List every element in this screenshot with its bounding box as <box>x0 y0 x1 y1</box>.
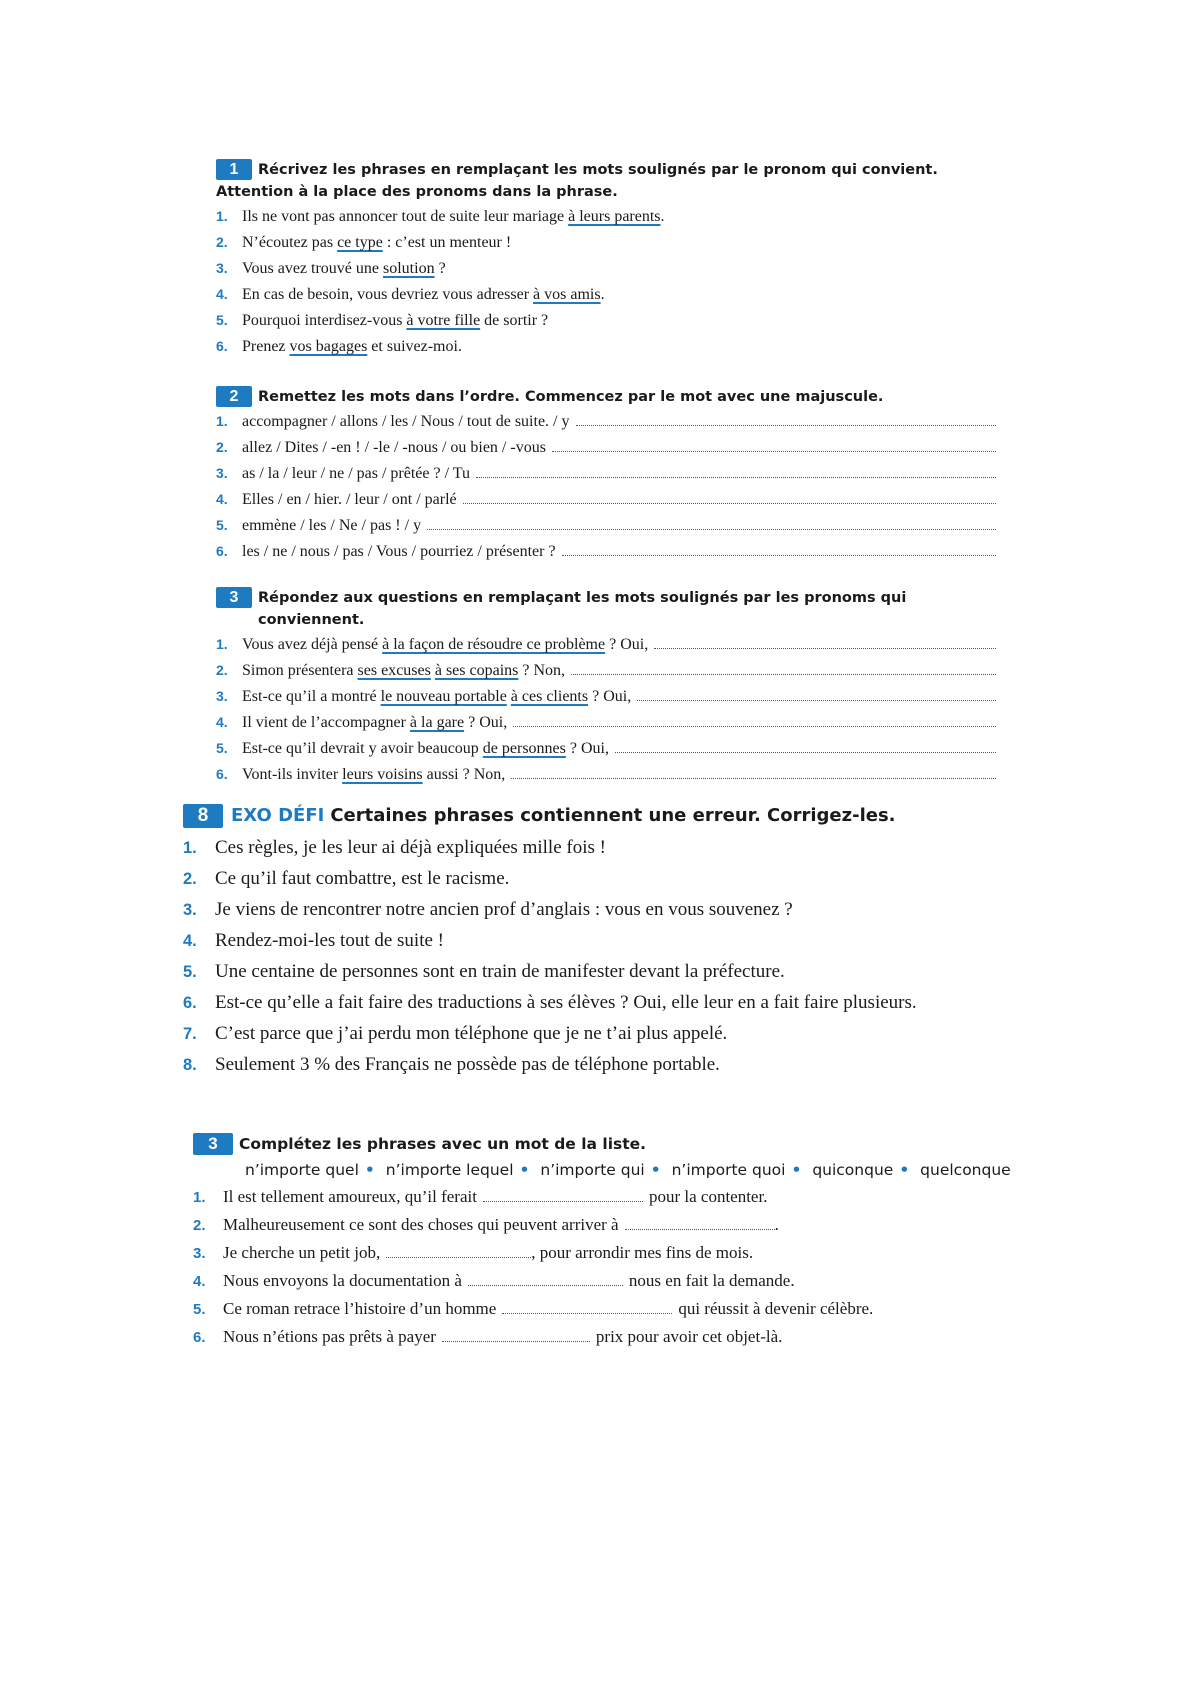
list-item <box>216 517 996 543</box>
list-item <box>216 286 996 312</box>
item-text: Je viens de rencontrer notre ancien prof d’anglais : vous en vous souvenez ? <box>215 899 793 920</box>
exercise-header <box>193 1133 1013 1155</box>
item-number: 6. <box>216 543 228 559</box>
underlined-words: à votre fille <box>406 312 481 329</box>
item-text: Il est tellement amoureux, qu’il ferait pour la contenter. <box>223 1187 768 1206</box>
item-text: En cas de besoin, vous devriez vous adresser à vos amis. <box>242 286 605 303</box>
exercise-items <box>216 413 996 569</box>
item-text: les / ne / nous / pas / Vous / pourriez / présenter ? <box>242 543 556 560</box>
answer-line[interactable] <box>476 477 996 478</box>
underlined-words: ce type <box>337 234 383 251</box>
exercise-3-pronouns <box>216 587 996 792</box>
exercise-8-exo-defi <box>183 804 1023 1085</box>
list-item <box>216 491 996 517</box>
item-number: 4. <box>216 714 228 730</box>
answer-line[interactable] <box>654 648 996 649</box>
list-item <box>216 662 996 688</box>
item-text: Une centaine de personnes sont en train de manifester devant la préfecture. <box>215 961 785 982</box>
item-text: Vous avez trouvé une solution ? <box>242 260 446 277</box>
list-item <box>183 961 1023 992</box>
exercise-items <box>216 636 996 792</box>
blank-gap[interactable] <box>386 1245 531 1258</box>
exercise-items <box>216 208 996 364</box>
item-text: C’est parce que j’ai perdu mon téléphone que je ne t’ai plus appelé. <box>215 1023 728 1044</box>
exercise-instruction: EXO DÉFI Certaines phrases contiennent une erreur. Corrigez-les. <box>231 805 896 826</box>
underlined-words: à la façon de résoudre ce problème <box>382 636 606 653</box>
item-number: 3. <box>216 688 228 704</box>
exercise-instruction: Complétez les phrases avec un mot de la liste. <box>239 1135 647 1153</box>
list-item <box>193 1271 1013 1299</box>
item-number: 1. <box>216 636 228 652</box>
list-item <box>183 992 1023 1023</box>
item-text: allez / Dites / -en ! / -le / -nous / ou bien / -vous <box>242 439 546 456</box>
word-option: quelconque <box>920 1161 1011 1179</box>
item-number: 5. <box>216 740 228 756</box>
item-number: 1. <box>183 839 197 857</box>
item-number: 4. <box>216 491 228 507</box>
item-number: 1. <box>216 413 228 429</box>
underlined-words: à ses copains <box>434 662 519 679</box>
instruction-line-1: Récrivez les phrases en remplaçant les mots soulignés par le pronom qui convient. <box>258 162 938 178</box>
answer-line[interactable] <box>511 778 996 779</box>
answer-line[interactable] <box>513 726 996 727</box>
item-text: emmène / les / Ne / pas ! / y <box>242 517 422 534</box>
item-text: Pourquoi interdisez-vous à votre fille de sortir ? <box>242 312 549 329</box>
underlined-words: vos bagages <box>289 338 368 355</box>
bullet-icon: • <box>791 1161 802 1179</box>
underlined-words: à leurs parents <box>568 208 661 225</box>
item-number: 2. <box>216 234 228 250</box>
answer-line[interactable] <box>463 503 996 504</box>
list-item <box>216 766 996 792</box>
list-item <box>216 312 996 338</box>
item-number: 2. <box>183 870 197 888</box>
item-text: Nous n’étions pas prêts à payer prix pour avoir cet objet-là. <box>223 1327 783 1346</box>
bullet-icon: • <box>899 1161 910 1179</box>
word-option: n’importe quel <box>245 1161 359 1179</box>
item-number: 8. <box>183 1056 197 1074</box>
item-text: accompagner / allons / les / Nous / tout de suite. / y <box>242 413 570 430</box>
exercise-2 <box>216 386 996 569</box>
list-item <box>183 1054 1023 1085</box>
bullet-icon: • <box>650 1161 661 1179</box>
item-number: 1. <box>193 1189 206 1206</box>
item-text: as / la / leur / ne / pas / prêtée ? / Tu <box>242 465 470 482</box>
item-text: Ils ne vont pas annoncer tout de suite leur mariage à leurs parents. <box>242 208 665 225</box>
item-text: Elles / en / hier. / leur / ont / parlé <box>242 491 457 508</box>
exercise-3-complete <box>193 1133 1013 1355</box>
word-list <box>245 1161 1013 1179</box>
exo-defi-tag: EXO DÉFI <box>231 805 325 826</box>
item-number: 6. <box>216 766 228 782</box>
item-number: 6. <box>216 338 228 354</box>
item-text: Rendez-moi-les tout de suite ! <box>215 930 444 951</box>
item-text: Ces règles, je les leur ai déjà expliquées mille fois ! <box>215 837 606 858</box>
item-number: 1. <box>216 208 228 224</box>
exercise-header <box>216 159 996 181</box>
list-item <box>183 837 1023 868</box>
exercise-instruction <box>258 159 938 181</box>
underlined-words: de personnes <box>482 740 566 757</box>
underlined-words: le nouveau portable <box>380 688 507 705</box>
answer-line[interactable] <box>637 700 996 701</box>
list-item <box>216 234 996 260</box>
item-text: Vont-ils inviter leurs voisins aussi ? Non, <box>242 766 506 783</box>
list-item <box>216 740 996 766</box>
item-text: Est-ce qu’elle a fait faire des traductions à ses élèves ? Oui, elle leur en a fait faire plusieurs. <box>215 992 917 1013</box>
item-text: Vous avez déjà pensé à la façon de résoudre ce problème ? Oui, <box>242 636 649 653</box>
answer-line[interactable] <box>562 555 996 556</box>
item-number: 3. <box>183 901 197 919</box>
blank-gap[interactable] <box>483 1189 643 1202</box>
underlined-words: ses excuses <box>357 662 431 679</box>
word-option: n’importe quoi <box>671 1161 786 1179</box>
blank-gap[interactable] <box>468 1273 623 1286</box>
item-text: Il vient de l’accompagner à la gare ? Oui, <box>242 714 508 731</box>
list-item <box>193 1187 1013 1215</box>
exercise-1 <box>216 159 996 364</box>
list-item <box>183 868 1023 899</box>
item-number: 6. <box>193 1329 206 1346</box>
list-item <box>193 1243 1013 1271</box>
word-option: n’importe lequel <box>385 1161 514 1179</box>
underlined-words: solution <box>383 260 435 277</box>
item-number: 5. <box>193 1301 206 1318</box>
answer-line[interactable] <box>571 674 996 675</box>
list-item <box>193 1327 1013 1355</box>
item-text: Je cherche un petit job, , pour arrondir mes fins de mois. <box>223 1243 754 1262</box>
exercise-instruction: Remettez les mots dans l’ordre. Commencez par le mot avec une majuscule. <box>258 389 884 405</box>
item-number: 7. <box>183 1025 197 1043</box>
list-item <box>216 208 996 234</box>
word-option: quiconque <box>812 1161 894 1179</box>
blank-gap[interactable] <box>442 1329 590 1342</box>
exercise-items <box>193 1187 1013 1355</box>
blank-gap[interactable] <box>502 1301 672 1314</box>
item-number: 5. <box>183 963 197 981</box>
item-text: Ce qu’il faut combattre, est le racisme. <box>215 868 510 889</box>
list-item <box>216 338 996 364</box>
exercise-number-badge: 3 <box>193 1133 233 1155</box>
list-item <box>216 714 996 740</box>
instruction-line-2: Attention à la place des pronoms dans la phrase. <box>216 184 618 200</box>
item-text: N’écoutez pas ce type : c’est un menteur ! <box>242 234 512 251</box>
item-number: 3. <box>216 260 228 276</box>
answer-line[interactable] <box>615 752 996 753</box>
list-item <box>216 439 996 465</box>
item-number: 2. <box>216 662 228 678</box>
bullet-icon: • <box>519 1161 530 1179</box>
list-item <box>183 899 1023 930</box>
item-text: Malheureusement ce sont des choses qui peuvent arriver à . <box>223 1215 779 1234</box>
item-number: 2. <box>216 439 228 455</box>
underlined-words: à vos amis <box>533 286 601 303</box>
item-number: 4. <box>193 1273 206 1290</box>
item-text: Nous envoyons la documentation à nous en fait la demande. <box>223 1271 795 1290</box>
bullet-icon: • <box>364 1161 375 1179</box>
item-number: 3. <box>216 465 228 481</box>
exercise-header <box>216 587 996 631</box>
item-text: Simon présentera ses excuses à ses copains ? Non, <box>242 662 566 679</box>
item-number: 3. <box>193 1245 206 1262</box>
exercise-header <box>216 386 996 408</box>
list-item <box>216 413 996 439</box>
item-text: Prenez vos bagages et suivez-moi. <box>242 338 462 355</box>
answer-line[interactable] <box>427 529 996 530</box>
item-text: Seulement 3 % des Français ne possède pas de téléphone portable. <box>215 1054 720 1075</box>
underlined-words: leurs voisins <box>342 766 423 783</box>
item-number: 5. <box>216 312 228 328</box>
list-item <box>193 1299 1013 1327</box>
list-item <box>216 688 996 714</box>
item-text: Ce roman retrace l’histoire d’un homme qui réussit à devenir célèbre. <box>223 1299 874 1318</box>
list-item <box>216 636 996 662</box>
underlined-words: à ces clients <box>510 688 589 705</box>
list-item <box>183 930 1023 961</box>
item-number: 5. <box>216 517 228 533</box>
exercise-header <box>183 804 1023 828</box>
exercise-items <box>183 837 1023 1085</box>
item-number: 2. <box>193 1217 206 1234</box>
exercise-number-badge: 2 <box>216 386 252 407</box>
exercise-number-badge: 3 <box>216 587 252 608</box>
answer-line[interactable] <box>552 451 996 452</box>
list-item <box>216 260 996 286</box>
exercise-instruction: Répondez aux questions en remplaçant les mots soulignés par les pronoms qui conviennent. <box>258 590 907 628</box>
exercise-number-badge: 8 <box>183 804 223 828</box>
word-option: n’importe qui <box>540 1161 645 1179</box>
item-number: 4. <box>216 286 228 302</box>
list-item <box>193 1215 1013 1243</box>
item-text: Est-ce qu’il a montré le nouveau portable à ces clients ? Oui, <box>242 688 632 705</box>
underlined-words: à la gare <box>409 714 465 731</box>
item-number: 4. <box>183 932 197 950</box>
item-text: Est-ce qu’il devrait y avoir beaucoup de personnes ? Oui, <box>242 740 609 757</box>
blank-gap[interactable] <box>625 1217 775 1230</box>
list-item <box>183 1023 1023 1054</box>
exercise-number-badge: 1 <box>216 159 252 180</box>
item-number: 6. <box>183 994 197 1012</box>
list-item <box>216 543 996 569</box>
list-item <box>216 465 996 491</box>
answer-line[interactable] <box>576 425 997 426</box>
